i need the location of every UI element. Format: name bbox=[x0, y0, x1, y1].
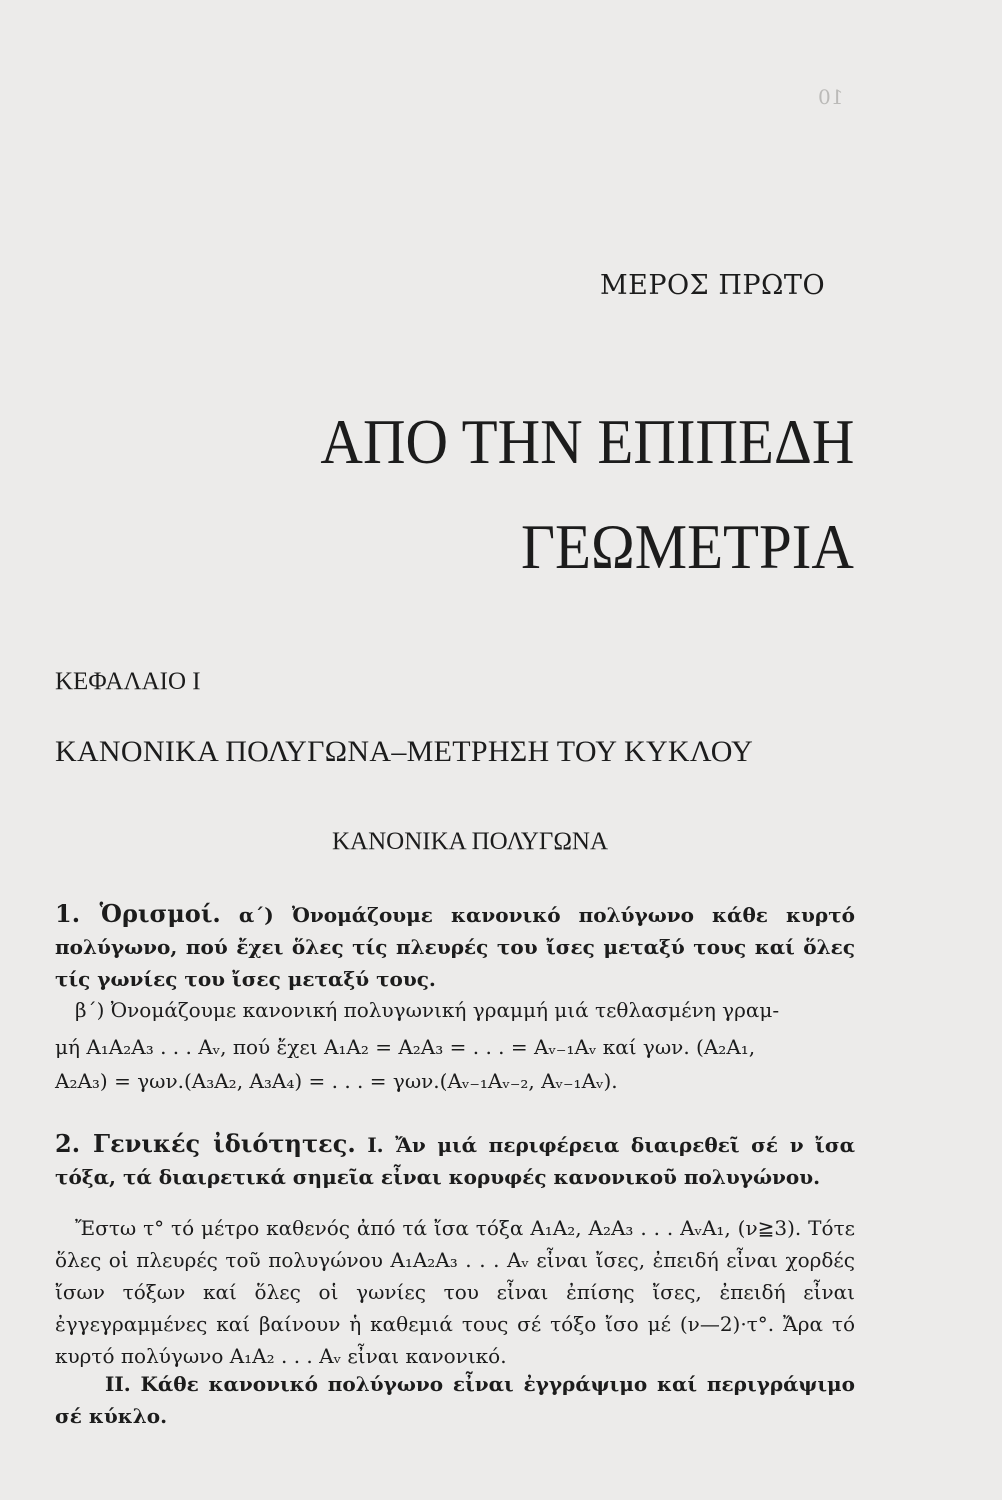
definition-a: α΄) Ὀνομάζουμε κανονικό πολύγωνο κάθε κυρτό πολύγωνο, πού ἔχει ὅλες τίς πλευρές του ἴσες μεταξύ τους καί ὅλες τίς γωνίες του ἴσες μεταξύ τους. bbox=[55, 903, 855, 991]
property-I: Ι. Ἄν μιά περιφέρεια διαιρεθεῖ σέ ν ἴσα τόξα, τά διαιρετικά σημεῖα εἶναι κορυφές κανονικοῦ πολυγώνου. bbox=[55, 1133, 855, 1189]
property-II: ΙΙ. Κάθε κανονικό πολύγωνο εἶναι ἐγγράψιμο καί περιγράψιμο σέ κύκλο. bbox=[55, 1372, 855, 1428]
formula-line-2: A₂A₃) = γων.(A₃A₂, A₃A₄) = . . . = γων.(Aᵥ₋₁Aᵥ₋₂, Aᵥ₋₁Aᵥ). bbox=[55, 1069, 618, 1093]
book-title-line1: ΑΠΟ ΤΗΝ ΕΠΙΠΕΔΗ bbox=[320, 406, 854, 477]
chapter-label: ΚΕΦΑΛΑΙΟ Ι bbox=[55, 668, 201, 695]
definition-b: β΄) Ὀνομάζουμε κανονική πολυγωνική γραμμή μιά τεθλασμένη γραμ- bbox=[75, 998, 780, 1022]
formula-line-1: μή A₁A₂A₃ . . . Aᵥ, πού ἔχει A₁A₂ = A₂A₃ = . . . = Aᵥ₋₁Aᵥ καί γων. (A₂A₁, bbox=[55, 1035, 756, 1059]
chapter-title: ΚΑΝΟΝΙΚΑ ΠΟΛΥΓΩΝΑ–ΜΕΤΡΗΣΗ ΤΟΥ ΚΥΚΛΟΥ bbox=[55, 735, 754, 768]
proof-paragraph: Ἔστω τ° τό μέτρο καθενός ἀπό τά ἴσα τόξα A₁A₂, A₂A₃ . . . AᵥA₁, (ν≧3). Τότε ὅλες οἱ πλευρές τοῦ πολυγώνου A₁A₂A₃ . . . Aᵥ εἶναι ἴσες, ἐπειδή εἶναι χορδές ἴσων τόξων καί ὅλες οἱ γωνίες του εἶναι ἐπίσης ἴσες, ἐπειδή εἶναι ἐγγεγραμμένες καί βαίνουν ἡ καθεμιά τους σέ τόξο ἴσο μέ (ν—2)·τ°. Ἄρα τό κυρτό πολύγωνο A₁A₂ . . . Aᵥ εἶναι κανονικό. bbox=[55, 1216, 855, 1368]
section-title: ΚΑΝΟΝΙΚΑ ΠΟΛΥΓΩΝΑ bbox=[332, 828, 609, 855]
book-title-line2: ΓΕΩΜΕΤΡΙΑ bbox=[521, 511, 854, 582]
bleed-through-text bbox=[60, 150, 66, 172]
definitions-paragraph bbox=[55, 898, 855, 995]
definitions-heading: 1. Ὁρισμοί. bbox=[55, 899, 221, 928]
properties-heading: 2. Γενικές ἰδιότητες. bbox=[55, 1129, 356, 1158]
property-I-paragraph bbox=[55, 1128, 855, 1193]
part-heading: ΜΕΡΟΣ ΠΡΩΤΟ bbox=[600, 270, 826, 301]
bleed-page-number: 10 bbox=[818, 85, 844, 109]
